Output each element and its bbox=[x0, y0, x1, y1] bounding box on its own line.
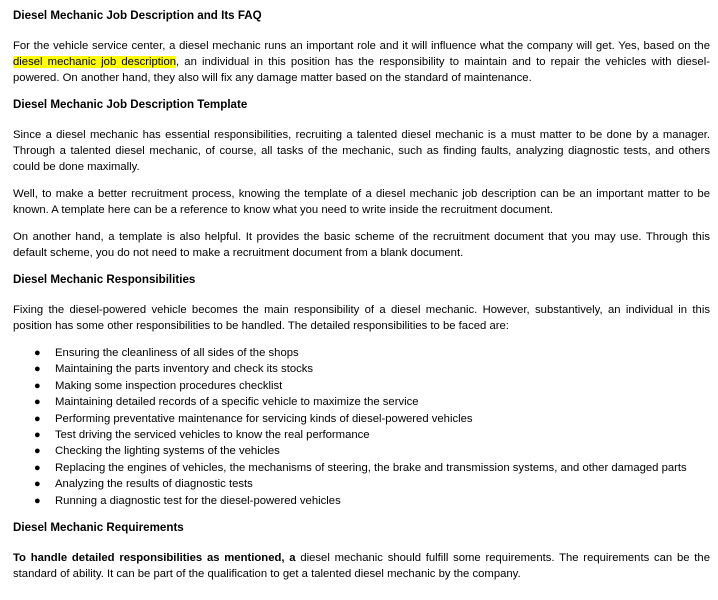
intro-paragraph bbox=[13, 38, 710, 86]
list-item: ● Analyzing the results of diagnostic tests bbox=[55, 476, 710, 492]
bullet-icon: ● bbox=[34, 461, 41, 474]
bullet-icon: ● bbox=[34, 445, 41, 458]
template-paragraph-2: Well, to make a better recruitment process, knowing the template of a diesel mechanic job description can be an important matter to be known. A template here can be a reference to know what you need to write inside the recruitment document. bbox=[13, 188, 710, 216]
requirements-paragraph bbox=[13, 550, 710, 582]
list-item: ● Running a diagnostic test for the diesel-powered vehicles bbox=[55, 493, 710, 509]
list-item: ● Performing preventative maintenance for servicing kinds of diesel-powered vehicles bbox=[55, 411, 710, 427]
requirements-lead: To handle detailed responsibilities as mentioned, a bbox=[13, 552, 296, 565]
list-item: ● Maintaining the parts inventory and check its stocks bbox=[55, 361, 710, 377]
list-item: ● Making some inspection procedures checklist bbox=[55, 378, 710, 394]
bullet-icon: ● bbox=[34, 429, 41, 442]
list-item: ● Maintaining detailed records of a specific vehicle to maximize the service bbox=[55, 394, 710, 410]
bullet-icon: ● bbox=[34, 478, 41, 491]
list-item: ● Ensuring the cleanliness of all sides of the shops bbox=[55, 345, 710, 361]
heading-requirements: Diesel Mechanic Requirements bbox=[13, 521, 184, 535]
heading-job-description-faq: Diesel Mechanic Job Description and Its FAQ bbox=[13, 9, 262, 22]
bullet-icon: ● bbox=[34, 396, 41, 409]
bullet-icon: ● bbox=[34, 347, 41, 359]
bullet-icon: ● bbox=[34, 494, 41, 507]
intro-text-after: , an individual in this position has the responsibility to maintain and to repair the vehicles with diesel-powered. On another hand, they also will fix any damage matter based on the standard of maintenance. bbox=[13, 56, 710, 84]
bullet-icon: ● bbox=[34, 363, 41, 376]
responsibilities-list bbox=[13, 345, 710, 509]
highlighted-phrase: diesel mechanic job description bbox=[13, 56, 177, 68]
responsibilities-intro: Fixing the diesel-powered vehicle becomes the main responsibility of a diesel mechanic. However, substantively, an individual in this position has some other responsibilities to be handled. The detailed responsibilities to be faced are: bbox=[13, 304, 710, 332]
heading-responsibilities: Diesel Mechanic Responsibilities bbox=[13, 273, 196, 286]
template-paragraph-1: Since a diesel mechanic has essential responsibilities, recruiting a talented diesel mechanic is a must matter to be done by a manager. Through a talented diesel mechanic, of course, all tasks of the mechanic, such as finding faults, analyzing diagnostic tests, and others could be done maximally. bbox=[13, 129, 710, 173]
list-item: ● Checking the lighting systems of the vehicles bbox=[55, 443, 710, 459]
list-item: ● Test driving the serviced vehicles to know the real performance bbox=[55, 427, 710, 443]
bullet-icon: ● bbox=[34, 379, 41, 392]
heading-template: Diesel Mechanic Job Description Template bbox=[13, 98, 248, 111]
bullet-icon: ● bbox=[34, 412, 41, 425]
intro-text-before: For the vehicle service center, a diesel mechanic runs an important role and it will influence what the company will get. Yes, based on the bbox=[13, 40, 710, 52]
template-paragraph-3: On another hand, a template is also helpful. It provides the basic scheme of the recruitment document that you may use. Through this default scheme, you do not need to make a recruitment document from a blank document. bbox=[13, 231, 710, 259]
list-item: ● Replacing the engines of vehicles, the mechanisms of steering, the brake and transmission systems, and other damaged parts bbox=[55, 460, 710, 476]
requirements-rest: diesel mechanic should fulfill some requirements. The requirements can be the standard of ability. It can be part of the qualification to get a talented diesel mechanic by the company. bbox=[13, 552, 710, 581]
